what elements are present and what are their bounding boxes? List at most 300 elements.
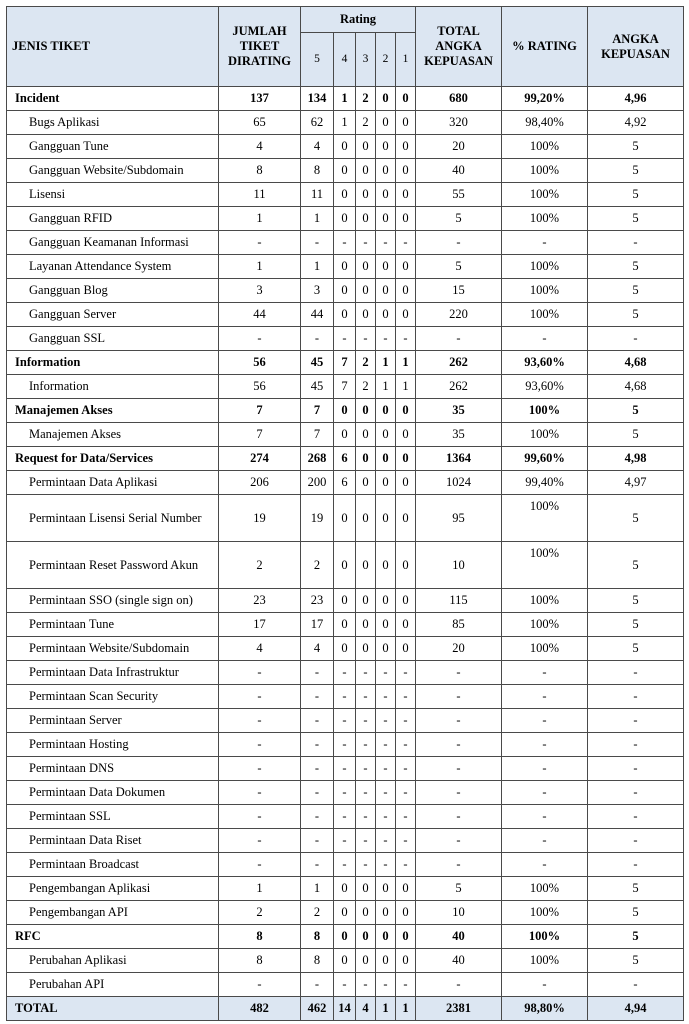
rating-4-cell: 7 xyxy=(334,375,356,399)
header-rating: Rating xyxy=(301,7,416,33)
ticket-type-cell: Manajemen Akses xyxy=(7,423,219,447)
rating-3-cell: - xyxy=(356,757,376,781)
satisfaction-score-cell: 5 xyxy=(588,135,684,159)
rating-percent-cell: 100% xyxy=(502,925,588,949)
rating-percent-cell: 100% xyxy=(502,637,588,661)
category-row xyxy=(7,87,684,111)
rating-3-cell: 0 xyxy=(356,925,376,949)
rated-count-cell: - xyxy=(219,685,301,709)
rating-4-cell: 6 xyxy=(334,447,356,471)
rating-percent-cell: 100% xyxy=(502,399,588,423)
rating-percent-cell: - xyxy=(502,685,588,709)
rated-count-cell: 19 xyxy=(219,495,301,542)
rating-1-cell: - xyxy=(396,231,416,255)
table-row xyxy=(7,327,684,351)
rating-3-cell: 0 xyxy=(356,135,376,159)
satisfaction-score-cell: - xyxy=(588,781,684,805)
ticket-type-cell: Permintaan Data Dokumen xyxy=(7,781,219,805)
rating-1-cell: - xyxy=(396,733,416,757)
rating-3-cell: 0 xyxy=(356,423,376,447)
rating-1-cell: 1 xyxy=(396,997,416,1021)
rating-1-cell: - xyxy=(396,781,416,805)
rating-4-cell: 0 xyxy=(334,949,356,973)
total-score-cell: - xyxy=(416,685,502,709)
rated-count-cell: 4 xyxy=(219,637,301,661)
rating-percent-cell: - xyxy=(502,733,588,757)
rated-count-cell: 137 xyxy=(219,87,301,111)
rating-5-cell: 8 xyxy=(301,949,334,973)
rating-4-cell: - xyxy=(334,733,356,757)
total-score-cell: 20 xyxy=(416,637,502,661)
rating-5-cell: - xyxy=(301,973,334,997)
rating-5-cell: 1 xyxy=(301,255,334,279)
ticket-type-cell: Gangguan Keamanan Informasi xyxy=(7,231,219,255)
rating-1-cell: 0 xyxy=(396,111,416,135)
ticket-type-cell: Gangguan Website/Subdomain xyxy=(7,159,219,183)
rated-count-cell: 1 xyxy=(219,207,301,231)
table-row xyxy=(7,423,684,447)
rated-count-cell: - xyxy=(219,661,301,685)
rating-2-cell: 0 xyxy=(376,135,396,159)
header-jumlah-tiket: JUMLAH TIKET DIRATING xyxy=(219,7,301,87)
table-row xyxy=(7,973,684,997)
header-rating-4: 4 xyxy=(334,33,356,87)
rating-3-cell: 0 xyxy=(356,495,376,542)
rating-3-cell: 0 xyxy=(356,471,376,495)
rating-percent-cell: 99,20% xyxy=(502,87,588,111)
table-row xyxy=(7,255,684,279)
rating-5-cell: - xyxy=(301,853,334,877)
rating-4-cell: 1 xyxy=(334,87,356,111)
total-score-cell: 35 xyxy=(416,399,502,423)
rated-count-cell: 7 xyxy=(219,423,301,447)
rated-count-cell: - xyxy=(219,231,301,255)
total-score-cell: - xyxy=(416,781,502,805)
rating-2-cell: 0 xyxy=(376,447,396,471)
total-score-cell: 55 xyxy=(416,183,502,207)
ticket-type-cell: Lisensi xyxy=(7,183,219,207)
total-score-cell: 2381 xyxy=(416,997,502,1021)
total-score-cell: 85 xyxy=(416,613,502,637)
rating-percent-cell: - xyxy=(502,829,588,853)
rating-percent-cell: 100% xyxy=(502,542,588,589)
rating-1-cell: 0 xyxy=(396,925,416,949)
rated-count-cell: 274 xyxy=(219,447,301,471)
rating-4-cell: - xyxy=(334,853,356,877)
rating-1-cell: - xyxy=(396,973,416,997)
rating-5-cell: 45 xyxy=(301,351,334,375)
satisfaction-score-cell: 5 xyxy=(588,495,684,542)
table-row xyxy=(7,757,684,781)
satisfaction-score-cell: 5 xyxy=(588,423,684,447)
rated-count-cell: 65 xyxy=(219,111,301,135)
rating-percent-cell: 100% xyxy=(502,901,588,925)
rating-5-cell: - xyxy=(301,685,334,709)
rating-1-cell: 1 xyxy=(396,351,416,375)
rating-4-cell: 0 xyxy=(334,207,356,231)
rating-4-cell: 0 xyxy=(334,255,356,279)
rating-2-cell: 0 xyxy=(376,471,396,495)
rated-count-cell: - xyxy=(219,829,301,853)
total-score-cell: 95 xyxy=(416,495,502,542)
rating-5-cell: - xyxy=(301,757,334,781)
rated-count-cell: 8 xyxy=(219,159,301,183)
rating-2-cell: 0 xyxy=(376,542,396,589)
total-score-cell: 5 xyxy=(416,877,502,901)
ticket-type-cell: Gangguan RFID xyxy=(7,207,219,231)
total-score-cell: - xyxy=(416,757,502,781)
rating-1-cell: - xyxy=(396,829,416,853)
rating-percent-cell: 100% xyxy=(502,255,588,279)
ticket-type-cell: Manajemen Akses xyxy=(7,399,219,423)
rating-1-cell: 0 xyxy=(396,877,416,901)
ticket-type-cell: Permintaan Tune xyxy=(7,613,219,637)
ticket-type-cell: RFC xyxy=(7,925,219,949)
header-pct-rating: % RATING xyxy=(502,7,588,87)
table-row xyxy=(7,542,684,589)
rating-3-cell: 2 xyxy=(356,375,376,399)
rating-4-cell: - xyxy=(334,973,356,997)
rating-5-cell: - xyxy=(301,781,334,805)
rating-4-cell: 0 xyxy=(334,159,356,183)
total-score-cell: - xyxy=(416,661,502,685)
rating-2-cell: 0 xyxy=(376,111,396,135)
header-jenis-tiket: JENIS TIKET xyxy=(7,7,219,87)
rating-5-cell: 4 xyxy=(301,135,334,159)
rating-1-cell: - xyxy=(396,853,416,877)
rating-4-cell: 1 xyxy=(334,111,356,135)
total-score-cell: - xyxy=(416,973,502,997)
satisfaction-score-cell: 4,92 xyxy=(588,111,684,135)
rating-percent-cell: 98,80% xyxy=(502,997,588,1021)
rated-count-cell: 8 xyxy=(219,925,301,949)
rated-count-cell: 3 xyxy=(219,279,301,303)
rating-4-cell: - xyxy=(334,805,356,829)
rating-4-cell: - xyxy=(334,757,356,781)
rating-5-cell: 2 xyxy=(301,901,334,925)
rating-5-cell: 200 xyxy=(301,471,334,495)
rating-5-cell: 268 xyxy=(301,447,334,471)
satisfaction-score-cell: 5 xyxy=(588,159,684,183)
total-score-cell: 680 xyxy=(416,87,502,111)
rating-4-cell: 0 xyxy=(334,303,356,327)
rating-1-cell: - xyxy=(396,327,416,351)
ticket-type-cell: Permintaan Data Aplikasi xyxy=(7,471,219,495)
total-score-cell: - xyxy=(416,829,502,853)
satisfaction-score-cell: - xyxy=(588,327,684,351)
ticket-type-cell: Information xyxy=(7,351,219,375)
total-score-cell: 40 xyxy=(416,925,502,949)
rating-percent-cell: 100% xyxy=(502,303,588,327)
rating-percent-cell: 98,40% xyxy=(502,111,588,135)
rated-count-cell: - xyxy=(219,733,301,757)
rating-4-cell: 0 xyxy=(334,877,356,901)
total-score-cell: - xyxy=(416,853,502,877)
rating-4-cell: 0 xyxy=(334,423,356,447)
rating-1-cell: - xyxy=(396,805,416,829)
rating-1-cell: - xyxy=(396,709,416,733)
satisfaction-score-cell: 5 xyxy=(588,901,684,925)
rating-percent-cell: 100% xyxy=(502,207,588,231)
satisfaction-score-cell: 5 xyxy=(588,183,684,207)
rating-4-cell: - xyxy=(334,781,356,805)
rating-2-cell: 0 xyxy=(376,159,396,183)
rating-4-cell: - xyxy=(334,661,356,685)
header-rating-5: 5 xyxy=(301,33,334,87)
rating-2-cell: 0 xyxy=(376,207,396,231)
table-row xyxy=(7,685,684,709)
rating-percent-cell: - xyxy=(502,781,588,805)
rated-count-cell: 2 xyxy=(219,542,301,589)
ticket-type-cell: Permintaan SSL xyxy=(7,805,219,829)
satisfaction-score-cell: 5 xyxy=(588,877,684,901)
rating-4-cell: 0 xyxy=(334,637,356,661)
rating-percent-cell: - xyxy=(502,231,588,255)
rating-percent-cell: - xyxy=(502,757,588,781)
table-row xyxy=(7,853,684,877)
rating-4-cell: 6 xyxy=(334,471,356,495)
rating-3-cell: 0 xyxy=(356,303,376,327)
rating-4-cell: 0 xyxy=(334,613,356,637)
total-score-cell: 220 xyxy=(416,303,502,327)
table-body xyxy=(7,87,684,1021)
total-score-cell: 10 xyxy=(416,901,502,925)
rating-percent-cell: - xyxy=(502,661,588,685)
satisfaction-score-cell: 4,68 xyxy=(588,375,684,399)
rating-4-cell: - xyxy=(334,829,356,853)
rating-4-cell: 7 xyxy=(334,351,356,375)
rating-2-cell: - xyxy=(376,781,396,805)
ticket-type-cell: Permintaan Reset Password Akun xyxy=(7,542,219,589)
rating-2-cell: 0 xyxy=(376,87,396,111)
rated-count-cell: 1 xyxy=(219,255,301,279)
total-score-cell: 320 xyxy=(416,111,502,135)
rating-5-cell: 8 xyxy=(301,159,334,183)
rating-4-cell: 0 xyxy=(334,901,356,925)
rating-5-cell: 17 xyxy=(301,613,334,637)
rating-5-cell: 19 xyxy=(301,495,334,542)
rating-percent-cell: 100% xyxy=(502,949,588,973)
rating-5-cell: - xyxy=(301,327,334,351)
ticket-type-cell: Request for Data/Services xyxy=(7,447,219,471)
rating-2-cell: - xyxy=(376,661,396,685)
rating-2-cell: 0 xyxy=(376,901,396,925)
header-rating-3: 3 xyxy=(356,33,376,87)
rating-5-cell: - xyxy=(301,829,334,853)
rating-4-cell: - xyxy=(334,231,356,255)
rating-2-cell: 0 xyxy=(376,949,396,973)
rating-5-cell: 23 xyxy=(301,589,334,613)
satisfaction-score-cell: 5 xyxy=(588,255,684,279)
rating-1-cell: 1 xyxy=(396,375,416,399)
rating-percent-cell: - xyxy=(502,853,588,877)
rating-2-cell: - xyxy=(376,327,396,351)
rating-3-cell: 0 xyxy=(356,255,376,279)
rating-5-cell: 8 xyxy=(301,925,334,949)
rating-5-cell: 7 xyxy=(301,423,334,447)
rating-2-cell: 0 xyxy=(376,877,396,901)
rating-1-cell: - xyxy=(396,757,416,781)
rating-2-cell: 0 xyxy=(376,925,396,949)
ticket-type-cell: Permintaan SSO (single sign on) xyxy=(7,589,219,613)
rating-percent-cell: 100% xyxy=(502,135,588,159)
category-row xyxy=(7,447,684,471)
rating-1-cell: 0 xyxy=(396,255,416,279)
rating-1-cell: 0 xyxy=(396,613,416,637)
rating-2-cell: 0 xyxy=(376,495,396,542)
rating-3-cell: 0 xyxy=(356,949,376,973)
satisfaction-score-cell: 5 xyxy=(588,399,684,423)
satisfaction-score-cell: - xyxy=(588,805,684,829)
satisfaction-score-cell: - xyxy=(588,661,684,685)
table-row xyxy=(7,733,684,757)
category-row xyxy=(7,399,684,423)
header-angka-kepuasan: ANGKA KEPUASAN xyxy=(588,7,684,87)
table-row xyxy=(7,471,684,495)
header-rating-2: 2 xyxy=(376,33,396,87)
total-score-cell: 1364 xyxy=(416,447,502,471)
ticket-type-cell: Permintaan Scan Security xyxy=(7,685,219,709)
satisfaction-score-cell: 4,94 xyxy=(588,997,684,1021)
rated-count-cell: 2 xyxy=(219,901,301,925)
ticket-type-cell: Information xyxy=(7,375,219,399)
total-score-cell: 262 xyxy=(416,375,502,399)
rating-percent-cell: 100% xyxy=(502,495,588,542)
rating-table xyxy=(6,6,684,1021)
rating-2-cell: 1 xyxy=(376,351,396,375)
rating-1-cell: 0 xyxy=(396,135,416,159)
satisfaction-score-cell: - xyxy=(588,231,684,255)
satisfaction-score-cell: - xyxy=(588,709,684,733)
rating-1-cell: 0 xyxy=(396,542,416,589)
rating-1-cell: 0 xyxy=(396,87,416,111)
rated-count-cell: - xyxy=(219,973,301,997)
rating-3-cell: 0 xyxy=(356,542,376,589)
table-row xyxy=(7,303,684,327)
rating-4-cell: 0 xyxy=(334,399,356,423)
rating-percent-cell: 99,60% xyxy=(502,447,588,471)
total-score-cell: 40 xyxy=(416,949,502,973)
rating-3-cell: - xyxy=(356,805,376,829)
table-row xyxy=(7,183,684,207)
satisfaction-score-cell: 5 xyxy=(588,542,684,589)
rated-count-cell: 8 xyxy=(219,949,301,973)
rating-5-cell: 462 xyxy=(301,997,334,1021)
rating-4-cell: 0 xyxy=(334,925,356,949)
rating-1-cell: 0 xyxy=(396,207,416,231)
total-score-cell: 5 xyxy=(416,207,502,231)
ticket-type-cell: Gangguan SSL xyxy=(7,327,219,351)
rating-3-cell: - xyxy=(356,709,376,733)
rating-5-cell: 62 xyxy=(301,111,334,135)
total-score-cell: - xyxy=(416,327,502,351)
rating-3-cell: 0 xyxy=(356,877,376,901)
rating-2-cell: 0 xyxy=(376,303,396,327)
rating-2-cell: - xyxy=(376,829,396,853)
rating-2-cell: 0 xyxy=(376,255,396,279)
rating-3-cell: - xyxy=(356,327,376,351)
ticket-type-cell: TOTAL xyxy=(7,997,219,1021)
table-row xyxy=(7,135,684,159)
total-score-cell: 40 xyxy=(416,159,502,183)
rating-percent-cell: - xyxy=(502,805,588,829)
satisfaction-score-cell: 4,68 xyxy=(588,351,684,375)
rating-4-cell: 0 xyxy=(334,495,356,542)
rating-percent-cell: 100% xyxy=(502,279,588,303)
rating-4-cell: 0 xyxy=(334,589,356,613)
satisfaction-score-cell: 5 xyxy=(588,613,684,637)
table-row xyxy=(7,231,684,255)
header-rating-1: 1 xyxy=(396,33,416,87)
ticket-type-cell: Incident xyxy=(7,87,219,111)
rating-1-cell: 0 xyxy=(396,949,416,973)
rating-1-cell: 0 xyxy=(396,399,416,423)
rating-3-cell: 2 xyxy=(356,351,376,375)
rating-1-cell: 0 xyxy=(396,589,416,613)
rating-percent-cell: - xyxy=(502,709,588,733)
rated-count-cell: 44 xyxy=(219,303,301,327)
ticket-type-cell: Permintaan Data Infrastruktur xyxy=(7,661,219,685)
rating-3-cell: 0 xyxy=(356,207,376,231)
rated-count-cell: 7 xyxy=(219,399,301,423)
rated-count-cell: 206 xyxy=(219,471,301,495)
table-row xyxy=(7,661,684,685)
rating-5-cell: 2 xyxy=(301,542,334,589)
satisfaction-score-cell: 5 xyxy=(588,279,684,303)
category-row xyxy=(7,351,684,375)
rating-5-cell: 44 xyxy=(301,303,334,327)
rating-5-cell: 4 xyxy=(301,637,334,661)
rating-2-cell: - xyxy=(376,757,396,781)
rating-4-cell: 0 xyxy=(334,183,356,207)
ticket-type-cell: Pengembangan Aplikasi xyxy=(7,877,219,901)
rating-1-cell: 0 xyxy=(396,447,416,471)
ticket-type-cell: Gangguan Tune xyxy=(7,135,219,159)
rating-3-cell: 0 xyxy=(356,399,376,423)
table-row xyxy=(7,613,684,637)
satisfaction-score-cell: 5 xyxy=(588,949,684,973)
rating-1-cell: 0 xyxy=(396,183,416,207)
total-score-cell: 1024 xyxy=(416,471,502,495)
rated-count-cell: 1 xyxy=(219,877,301,901)
rating-percent-cell: 100% xyxy=(502,423,588,447)
rating-1-cell: - xyxy=(396,685,416,709)
rating-2-cell: - xyxy=(376,973,396,997)
rating-5-cell: 7 xyxy=(301,399,334,423)
rating-2-cell: - xyxy=(376,805,396,829)
ticket-type-cell: Gangguan Blog xyxy=(7,279,219,303)
rating-percent-cell: 100% xyxy=(502,613,588,637)
rating-4-cell: 14 xyxy=(334,997,356,1021)
rated-count-cell: - xyxy=(219,327,301,351)
satisfaction-score-cell: - xyxy=(588,853,684,877)
rated-count-cell: - xyxy=(219,781,301,805)
rated-count-cell: - xyxy=(219,757,301,781)
rating-3-cell: 0 xyxy=(356,279,376,303)
rating-percent-cell: 99,40% xyxy=(502,471,588,495)
total-score-cell: 5 xyxy=(416,255,502,279)
ticket-type-cell: Permintaan Website/Subdomain xyxy=(7,637,219,661)
rating-3-cell: 0 xyxy=(356,447,376,471)
rating-3-cell: 0 xyxy=(356,183,376,207)
table-row xyxy=(7,829,684,853)
ticket-type-cell: Permintaan Server xyxy=(7,709,219,733)
rating-2-cell: 0 xyxy=(376,423,396,447)
rating-1-cell: 0 xyxy=(396,423,416,447)
satisfaction-score-cell: 5 xyxy=(588,303,684,327)
ticket-type-cell: Layanan Attendance System xyxy=(7,255,219,279)
rating-1-cell: 0 xyxy=(396,159,416,183)
